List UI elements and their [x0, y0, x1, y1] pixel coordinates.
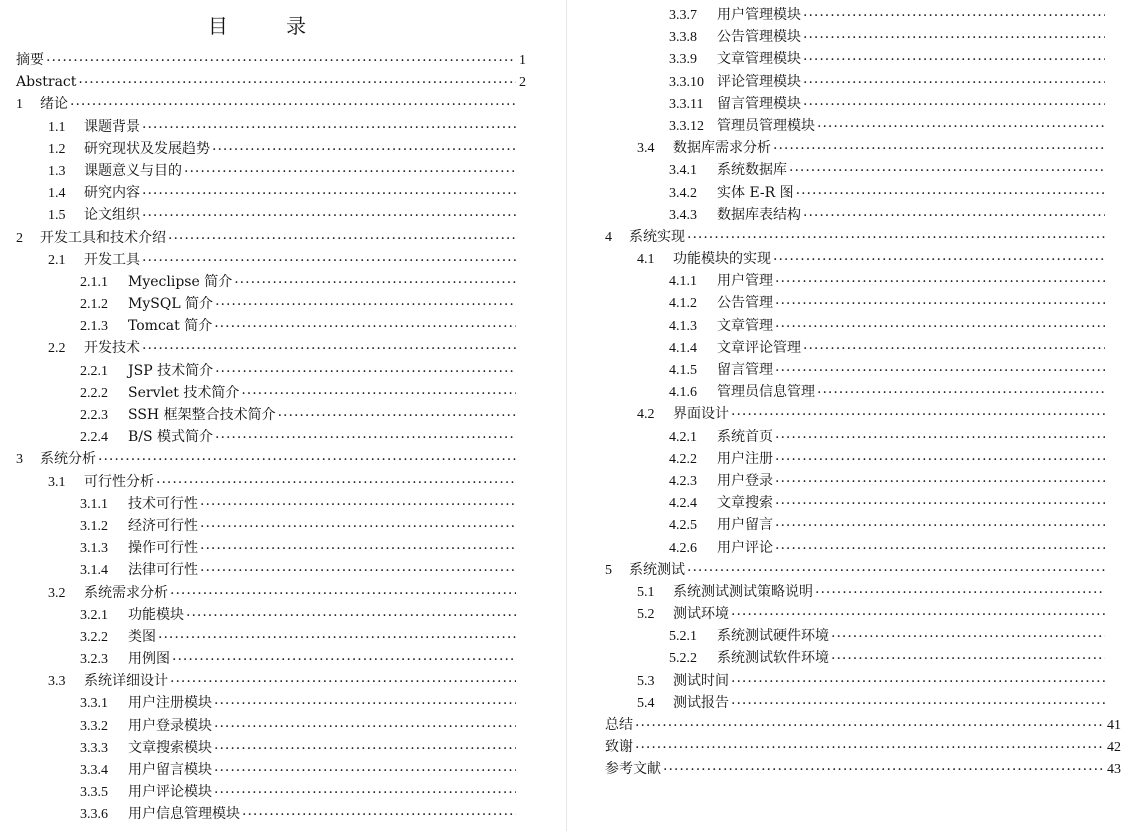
toc-entry-title: 系统需求分析 — [84, 584, 168, 601]
toc-entry-page-number: 1 — [519, 53, 526, 68]
toc-entry-title: 系统测试 — [629, 561, 685, 578]
toc-entry-page-number: 42 — [1107, 740, 1121, 756]
dot-leader — [731, 689, 1105, 711]
toc-entry-title: 开发工具 — [84, 251, 140, 268]
toc-entry-number: 3.4.1 — [669, 163, 697, 179]
toc-entry-number: 4.2.3 — [669, 473, 697, 489]
dot-leader — [215, 357, 516, 379]
toc-entry-number: 4.1 — [637, 252, 655, 268]
dot-leader — [796, 179, 1105, 201]
toc-entry-number: 5.2.1 — [669, 629, 697, 645]
dot-leader — [168, 224, 516, 246]
toc-entry-number: 3.2 — [48, 585, 66, 601]
dot-leader — [170, 579, 516, 601]
toc-entry-title: 课题意义与目的 — [84, 162, 182, 179]
dot-leader — [142, 201, 516, 223]
dot-leader — [775, 467, 1105, 489]
toc-entry-number: 3.3.8 — [669, 30, 697, 46]
toc-entry-title: 系统首页 — [717, 428, 773, 445]
toc-entry-title: 用户留言模块 — [128, 762, 212, 778]
toc-entry-title: 留言管理模块 — [717, 95, 801, 112]
toc-entry-number: 2.1.1 — [80, 274, 108, 290]
toc-entry-title: 用户登录模块 — [128, 717, 212, 734]
toc-entry-number: 3.3.2 — [80, 718, 108, 734]
toc-entry-title: 用户登录 — [717, 472, 773, 489]
toc-entry-title: Tomcat 简介 — [128, 318, 213, 335]
dot-leader — [803, 23, 1105, 45]
dot-leader — [831, 644, 1105, 666]
toc-entry-number: 5.2.2 — [669, 651, 697, 667]
dot-leader — [803, 334, 1105, 356]
toc-entry-number: 3.3.7 — [669, 8, 697, 23]
dot-leader — [215, 290, 516, 312]
toc-entry-number: 3.3.9 — [669, 52, 697, 68]
dot-leader — [775, 312, 1105, 334]
toc-entry-title: 公告管理模块 — [717, 29, 801, 46]
toc-entry-title: 功能模块的实现 — [673, 251, 771, 268]
toc-entry-number: 5.3 — [637, 673, 655, 689]
toc-entry-number: 1.5 — [48, 208, 66, 224]
toc-entry-title: 摘要 — [16, 52, 44, 68]
toc-entry-title: 文章评论管理 — [717, 339, 801, 356]
toc-entry-number: 3.1.2 — [80, 518, 108, 534]
dot-leader — [212, 135, 516, 157]
toc-entry-title: 类图 — [128, 628, 156, 645]
toc-entry-title: 法律可行性 — [128, 562, 198, 579]
dot-leader — [803, 90, 1105, 112]
toc-entry-number: 5 — [605, 562, 612, 578]
toc-entry-title: Abstract — [16, 74, 77, 91]
toc-entry-number: 3.4 — [637, 141, 655, 157]
dot-leader — [687, 223, 1105, 245]
toc-entry-title: 用户留言 — [717, 517, 773, 534]
toc-title: 目 录 — [207, 14, 333, 38]
dot-leader — [172, 645, 516, 667]
toc-entry-title: 文章搜索 — [717, 495, 773, 512]
toc-entry-number: 3.1.1 — [80, 496, 108, 512]
dot-leader — [831, 622, 1105, 644]
toc-entry-title: 用户评论模块 — [128, 784, 212, 801]
dot-leader — [773, 245, 1105, 267]
dot-leader — [70, 90, 516, 112]
toc-entry-title: 测试时间 — [673, 672, 729, 689]
dot-leader — [242, 800, 516, 822]
toc-entry-title: Servlet 技术简介 — [128, 384, 240, 401]
toc-entry-number: 3.3.10 — [669, 74, 704, 90]
toc-entry-title: 文章管理模块 — [717, 51, 801, 68]
toc-entry-number: 3.3.6 — [80, 807, 108, 823]
toc-entry-number: 3.3.4 — [80, 763, 108, 778]
dot-leader — [775, 534, 1105, 556]
toc-entry-title: MySQL 简介 — [128, 296, 214, 313]
toc-entry-title: 实体 E-R 图 — [717, 184, 794, 201]
dot-leader — [214, 778, 516, 800]
toc-page-left — [0, 0, 566, 831]
toc-entry-title: 测试报告 — [673, 694, 729, 711]
toc-entry-number: 2.2.4 — [80, 430, 108, 446]
toc-entry-number: 3.3.11 — [669, 96, 704, 112]
dot-leader — [170, 667, 516, 689]
dot-leader — [731, 600, 1105, 622]
toc-entry-title: 用户信息管理模块 — [128, 806, 240, 823]
toc-entry-number: 4.1.6 — [669, 385, 697, 401]
toc-entry-title: 技术可行性 — [128, 495, 198, 512]
dot-leader — [186, 601, 516, 623]
toc-entry-number: 1.4 — [48, 186, 66, 202]
toc-entry-title: 致谢 — [605, 739, 633, 756]
dot-leader — [773, 134, 1105, 156]
dot-leader — [775, 267, 1105, 289]
dot-leader — [803, 201, 1105, 223]
toc-entry-title: Myeclipse 简介 — [128, 273, 233, 290]
dot-leader — [241, 379, 516, 401]
dot-leader — [158, 623, 516, 645]
dot-leader — [635, 711, 1105, 733]
toc-list-right — [605, 4, 1121, 781]
dot-leader — [775, 423, 1105, 445]
toc-entry-number: 5.4 — [637, 695, 655, 711]
dot-leader — [815, 578, 1105, 600]
toc-entry-number: 2.1 — [48, 252, 66, 268]
toc-entry-title: 用户管理模块 — [717, 7, 801, 23]
toc-entry-title: SSH 框架整合技术简介 — [128, 407, 276, 423]
toc-entry-title: 绪论 — [40, 96, 68, 113]
dot-leader — [214, 756, 516, 778]
toc-entry-title: 用户注册模块 — [128, 695, 212, 712]
toc-entry-title: 界面设计 — [673, 406, 729, 423]
toc-entry-number: 1 — [16, 97, 23, 113]
toc-entry-title: 系统分析 — [40, 451, 96, 468]
toc-entry-title: 系统测试硬件环境 — [717, 628, 829, 645]
dot-leader — [200, 512, 516, 534]
toc-entry-title: 功能模块 — [128, 606, 184, 623]
toc-entry-number: 3.3.5 — [80, 785, 108, 801]
toc-entry-page-number: 43 — [1107, 762, 1121, 778]
toc-entry-title: 系统测试软件环境 — [717, 650, 829, 667]
dot-leader — [142, 246, 516, 268]
toc-entry-number: 3.1 — [48, 474, 66, 490]
dot-leader — [200, 556, 516, 578]
dot-leader — [46, 46, 516, 68]
toc-entry-title: 用户注册 — [717, 450, 773, 467]
toc-entry-title: 用例图 — [128, 651, 170, 668]
dot-leader — [200, 490, 516, 512]
dot-leader — [803, 45, 1105, 67]
dot-leader — [156, 468, 516, 490]
toc-entry-title: 参考文献 — [605, 761, 661, 778]
toc-entry-number: 4.2.6 — [669, 540, 697, 556]
dot-leader — [731, 400, 1105, 422]
toc-entry-number: 3.3.12 — [669, 118, 704, 134]
dot-leader — [775, 289, 1105, 311]
toc-entry-title: 公告管理 — [717, 295, 773, 312]
dot-leader — [142, 113, 516, 135]
toc-entry-number: 2.1.3 — [80, 319, 108, 335]
dot-leader — [214, 734, 516, 756]
toc-list-left — [16, 49, 526, 826]
dot-leader — [803, 68, 1105, 90]
toc-entry-page-number: 41 — [1107, 718, 1121, 733]
toc-entry-number: 2.2.1 — [80, 363, 108, 379]
toc-entry[interactable] — [605, 758, 1121, 780]
dot-leader — [803, 1, 1105, 23]
toc-entry-number: 3.3.1 — [80, 696, 108, 712]
toc-entry[interactable] — [16, 803, 526, 825]
dot-leader — [142, 179, 516, 201]
toc-entry-number: 4.2.2 — [669, 451, 697, 467]
toc-entry-number: 4.2.5 — [669, 518, 697, 534]
toc-entry-title: 系统数据库 — [717, 162, 787, 179]
toc-entry-title: 用户评论 — [717, 539, 773, 556]
toc-entry-number: 1.1 — [48, 119, 66, 135]
toc-entry-title: 文章搜索模块 — [128, 739, 212, 756]
toc-entry-title: 论文组织 — [84, 207, 140, 224]
toc-entry-number: 4.2 — [637, 407, 655, 423]
toc-entry-number: 3.2.2 — [80, 629, 108, 645]
dot-leader — [635, 733, 1105, 755]
toc-entry-title: 评论管理模块 — [717, 73, 801, 90]
dot-leader — [215, 423, 516, 445]
toc-entry-number: 4.2.4 — [669, 496, 697, 512]
dot-leader — [214, 712, 516, 734]
toc-entry-number: 3.4.2 — [669, 185, 697, 201]
toc-entry-page-number: 2 — [519, 75, 526, 91]
dot-leader — [789, 156, 1105, 178]
toc-entry-title: 用户管理 — [717, 273, 773, 290]
toc-entry-title: 总结 — [605, 717, 633, 733]
dot-leader — [731, 667, 1105, 689]
toc-entry-number: 3 — [16, 452, 23, 468]
toc-entry-number: 4.2.1 — [669, 429, 697, 445]
dot-leader — [98, 445, 516, 467]
toc-entry-title: 数据库需求分析 — [673, 140, 771, 157]
toc-entry-title: JSP 技术简介 — [128, 362, 214, 379]
toc-entry-number: 4 — [605, 229, 612, 245]
dot-leader — [775, 489, 1105, 511]
toc-entry-title: 课题背景 — [84, 118, 140, 135]
toc-entry-number: 5.1 — [637, 584, 655, 600]
toc-entry-number: 4.1.4 — [669, 340, 697, 356]
dot-leader — [687, 556, 1105, 578]
toc-entry-title: 管理员管理模块 — [717, 117, 815, 134]
toc-entry-title: B/S 模式简介 — [128, 429, 214, 446]
toc-entry-number: 4.1.2 — [669, 296, 697, 312]
toc-entry-number: 4.1.5 — [669, 363, 697, 378]
dot-leader — [214, 689, 516, 711]
dot-leader — [817, 378, 1105, 400]
toc-entry-number: 3.1.4 — [80, 563, 108, 579]
toc-entry-title: 数据库表结构 — [717, 206, 801, 223]
toc-entry-title: 系统实现 — [629, 228, 685, 245]
dot-leader — [200, 534, 516, 556]
dot-leader — [214, 312, 516, 334]
toc-entry-title: 开发工具和技术介绍 — [40, 229, 166, 246]
toc-entry-number: 3.3.3 — [80, 740, 108, 756]
toc-entry-title: 留言管理 — [717, 362, 773, 378]
dot-leader — [817, 112, 1105, 134]
toc-entry-title: 开发技术 — [84, 340, 140, 357]
toc-entry-number: 2.2 — [48, 341, 66, 357]
toc-entry-title: 文章管理 — [717, 317, 773, 334]
dot-leader — [184, 157, 516, 179]
toc-entry-title: 系统详细设计 — [84, 673, 168, 690]
toc-entry-number: 4.1.1 — [669, 274, 697, 290]
toc-entry-number: 2.2.3 — [80, 408, 108, 423]
dot-leader — [775, 445, 1105, 467]
dot-leader — [142, 334, 516, 356]
dot-leader — [775, 511, 1105, 533]
dot-leader — [78, 68, 516, 90]
toc-entry-number: 4.1.3 — [669, 318, 697, 334]
toc-entry-number: 2.1.2 — [80, 297, 108, 313]
toc-entry-number: 3.3 — [48, 674, 66, 690]
toc-entry-title: 管理员信息管理 — [717, 384, 815, 401]
toc-entry-number: 3.2.1 — [80, 607, 108, 623]
toc-entry-number: 1.2 — [48, 141, 66, 157]
toc-entry-title: 操作可行性 — [128, 540, 198, 557]
toc-entry-title: 测试环境 — [673, 606, 729, 623]
toc-entry-number: 2.2.2 — [80, 385, 108, 401]
toc-entry-number: 5.2 — [637, 607, 655, 623]
toc-page-right — [567, 0, 1135, 831]
toc-entry-number: 2 — [16, 230, 23, 246]
toc-entry-title: 研究现状及发展趋势 — [84, 140, 210, 157]
dot-leader — [663, 755, 1105, 777]
toc-entry-title: 研究内容 — [84, 185, 140, 202]
toc-entry-number: 3.4.3 — [669, 207, 697, 223]
dot-leader — [775, 356, 1105, 378]
toc-entry-number: 3.1.3 — [80, 541, 108, 557]
toc-entry-title: 系统测试测试策略说明 — [673, 583, 813, 600]
dot-leader — [278, 401, 516, 423]
toc-entry-number: 3.2.3 — [80, 652, 108, 668]
dot-leader — [234, 268, 516, 290]
toc-entry-title: 可行性分析 — [84, 473, 154, 490]
toc-entry-title: 经济可行性 — [128, 517, 198, 534]
toc-entry-number: 1.3 — [48, 163, 66, 179]
